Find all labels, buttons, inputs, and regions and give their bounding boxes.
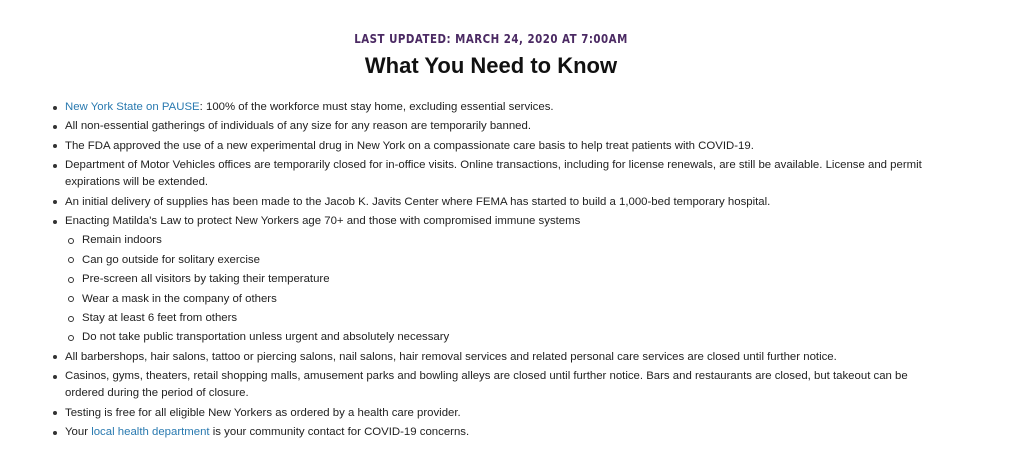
list-item-text: The FDA approved the use of a new experimental drug in New York on a compassionate care basis to help treat patients with COVID-19. bbox=[65, 139, 754, 152]
list-item-text: Testing is free for all eligible New Yorkers as ordered by a health care provider. bbox=[65, 406, 461, 419]
list-item-prefix: Your bbox=[65, 426, 92, 439]
sub-list-item: Remain indoors bbox=[65, 231, 948, 250]
list-item-text: All barbershops, hair salons, tattoo or piercing salons, nail salons, hair removal services and related personal care services are closed until further notice. bbox=[65, 350, 837, 363]
local-health-department-link[interactable]: local health department bbox=[91, 426, 210, 439]
list-item bbox=[48, 212, 948, 348]
list-item-text: All non-essential gatherings of individuals of any size for any reason are temporarily banned. bbox=[65, 120, 532, 133]
list-item bbox=[48, 137, 948, 156]
page-title: What You Need to Know bbox=[364, 53, 618, 78]
list-item bbox=[48, 348, 948, 367]
list-item-text: Casinos, gyms, theaters, retail shopping malls, amusement parks and bowling alleys are closed until further notice. Bars and restaurants are closed, but takeout can be ordered during the period of closure. bbox=[65, 370, 908, 400]
matildas-law-sublist bbox=[65, 231, 948, 347]
list-item bbox=[48, 117, 948, 136]
list-item bbox=[48, 156, 948, 192]
list-item-text: Enacting Matilda's Law to protect New Yorkers age 70+ and those with compromised immune systems bbox=[65, 215, 581, 228]
ny-pause-link[interactable]: New York State on PAUSE bbox=[65, 101, 200, 113]
list-item bbox=[48, 404, 948, 423]
list-item-text: : 100% of the workforce must stay home, excluding essential services. bbox=[199, 101, 554, 113]
sub-list-item: Pre-screen all visitors by taking their temperature bbox=[65, 270, 948, 289]
list-item bbox=[48, 423, 948, 442]
list-item-text: is your community contact for COVID-19 concerns. bbox=[209, 426, 470, 439]
sub-list-item: Stay at least 6 feet from others bbox=[65, 309, 948, 328]
list-item bbox=[48, 367, 948, 403]
list-item-text: An initial delivery of supplies has been made to the Jacob K. Javits Center where FEMA has started to build a 1,000-bed temporary hospital. bbox=[65, 195, 771, 208]
sub-list-item: Wear a mask in the company of others bbox=[65, 290, 948, 309]
list-item bbox=[48, 193, 948, 212]
info-list bbox=[48, 98, 948, 442]
sub-list-item: Do not take public transportation unless urgent and absolutely necessary bbox=[65, 328, 948, 347]
list-item bbox=[48, 98, 948, 117]
sub-list-item: Can go outside for solitary exercise bbox=[65, 251, 948, 270]
last-updated-label: LAST UPDATED: MARCH 24, 2020 AT 7:00AM bbox=[354, 31, 628, 46]
list-item-text: Department of Motor Vehicles offices are temporarily closed for in-office visits. Online transactions, including for license renewals, are still be available. License and permit expirations will be extended. bbox=[65, 159, 922, 189]
